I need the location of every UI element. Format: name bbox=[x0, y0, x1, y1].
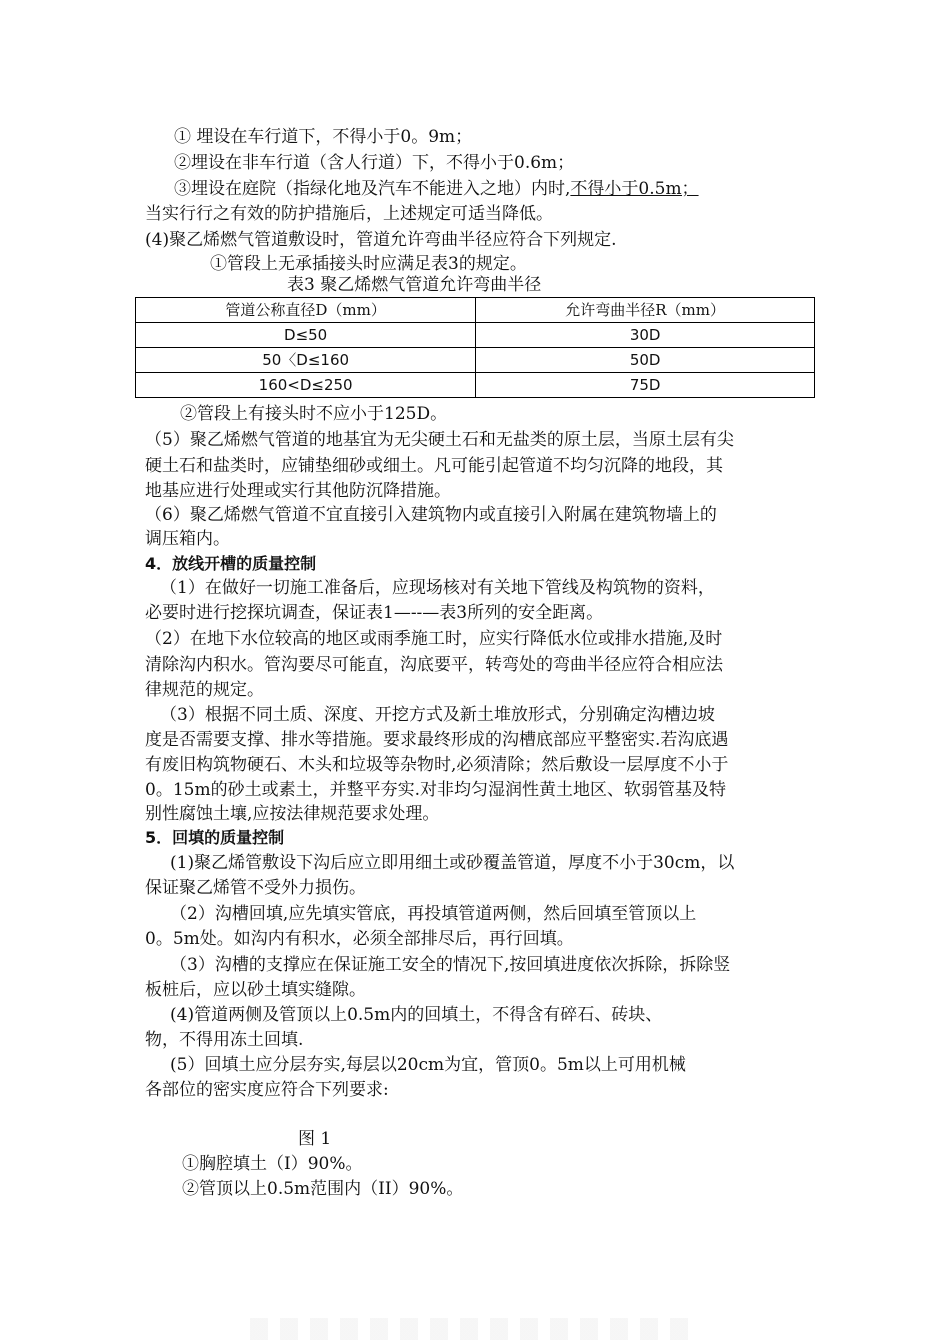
text-line bbox=[180, 402, 447, 426]
table-header-radius: 允许弯曲半径R（mm） bbox=[476, 298, 815, 323]
text-line bbox=[174, 151, 574, 175]
line-text: 硬土石和盐类时，应铺垫细砂或细土。凡可能引起管道不均匀沉降的地段，其 bbox=[145, 456, 723, 476]
line-text: 图 1 bbox=[298, 1129, 332, 1149]
text-line bbox=[145, 653, 723, 677]
line-text: ②管顶以上0.5m范围内（II）90%。 bbox=[182, 1179, 464, 1199]
table-cell-radius: 75D bbox=[476, 373, 815, 398]
section-heading bbox=[145, 826, 284, 850]
bend-radius-table bbox=[135, 297, 815, 398]
line-text: （5）聚乙烯燃气管道的地基宜为无尖硬土石和无盐类的原土层，当原土层有尖 bbox=[145, 430, 734, 450]
text-line bbox=[170, 851, 734, 875]
text-line bbox=[145, 678, 264, 702]
text-line bbox=[145, 1078, 389, 1102]
line-text: 板桩后，应以砂土填实缝隙。 bbox=[145, 980, 366, 1000]
line-text: (4)聚乙烯燃气管道敷设时，管道允许弯曲半径应符合下列规定. bbox=[145, 230, 617, 250]
line-text: 调压箱内。 bbox=[145, 529, 230, 549]
line-text: 别性腐蚀土壤,应按法律规范要求处理。 bbox=[145, 804, 440, 824]
text-line bbox=[145, 728, 728, 752]
table-row bbox=[136, 348, 815, 373]
text-line bbox=[170, 953, 730, 977]
line-text: (5）回填土应分层夯实,每层以20cm为宜，管顶0。5m以上可用机械 bbox=[170, 1055, 686, 1075]
line-text: 度是否需要支撑、排水等措施。要求最终形成的沟槽底部应平整密实.若沟底遇 bbox=[145, 730, 729, 750]
text-line bbox=[145, 428, 734, 452]
table-cell-diameter: D≤50 bbox=[136, 323, 476, 348]
table-cell-diameter: 50〈D≤160 bbox=[136, 348, 476, 373]
line-text: (4)管道两侧及管顶以上0.5m内的回填土，不得含有碎石、砖块、 bbox=[170, 1005, 663, 1025]
text-line bbox=[170, 902, 696, 926]
section-heading bbox=[145, 552, 316, 576]
line-text: (1)聚乙烯管敷设下沟后应立即用细土或砂覆盖管道，厚度不小于30cm，以 bbox=[170, 853, 735, 873]
text-line bbox=[145, 479, 451, 503]
text-line bbox=[182, 1177, 463, 1201]
text-line bbox=[170, 1053, 686, 1077]
line-text: （1）在做好一切施工准备后，应现场核对有关地下管线及构筑物的资料， bbox=[160, 578, 715, 598]
line-text: 物，不得用冻土回填. bbox=[145, 1030, 304, 1050]
text-line bbox=[182, 1152, 363, 1176]
text-line bbox=[174, 125, 472, 149]
line-text: 有废旧构筑物硬石、木头和垃圾等杂物时,必须清除；然后敷设一层厚度不小于 bbox=[145, 755, 729, 775]
line-text: 0。15m的砂土或素土，并整平夯实.对非均匀湿润性黄土地区、软弱管基及特 bbox=[145, 780, 726, 800]
table-row bbox=[136, 373, 815, 398]
line-text: 0。5m处。如沟内有积水，必须全部排尽后，再行回填。 bbox=[145, 929, 574, 949]
text-line bbox=[145, 1028, 303, 1052]
text-line bbox=[160, 576, 715, 600]
faint-watermark bbox=[250, 1318, 700, 1340]
text-line bbox=[145, 527, 230, 551]
text-line bbox=[298, 1127, 331, 1151]
table-cell-radius: 50D bbox=[476, 348, 815, 373]
line-text: （3）根据不同土质、深度、开挖方式及新土堆放形式，分别确定沟槽边坡 bbox=[160, 705, 715, 725]
line-text: 地基应进行处理或实行其他防沉降措施。 bbox=[145, 481, 451, 501]
text-line bbox=[145, 627, 722, 651]
line-text: （3）沟槽的支撑应在保证施工安全的情况下,按回填进度依次拆除，拆除竖 bbox=[170, 955, 731, 975]
text-line bbox=[160, 703, 715, 727]
line-text: 保证聚乙烯管不受外力损伤。 bbox=[145, 878, 366, 898]
table-row bbox=[136, 323, 815, 348]
line-text: ①胸腔填土（I）90%。 bbox=[182, 1154, 363, 1174]
text-line bbox=[174, 177, 699, 201]
line-text: 清除沟内积水。管沟要尽可能直，沟底要平，转弯处的弯曲半径应符合相应法 bbox=[145, 655, 723, 675]
line-text: ③埋设在庭院（指绿化地及汽车不能进入之地）内时, bbox=[174, 179, 571, 199]
line-text: （2）沟槽回填,应先填实管底，再投填管道两侧，然后回填至管顶以上 bbox=[170, 904, 697, 924]
text-line bbox=[170, 1003, 662, 1027]
text-line bbox=[145, 978, 366, 1002]
text-line bbox=[145, 778, 726, 802]
text-line bbox=[145, 927, 574, 951]
table-cell-diameter: 160<D≤250 bbox=[136, 373, 476, 398]
line-text: ②埋设在非车行道（含人行道）下，不得小于0.6m； bbox=[174, 153, 575, 173]
text-line bbox=[145, 503, 717, 527]
text-line bbox=[145, 802, 439, 826]
text-line bbox=[145, 876, 366, 900]
line-text: 4．放线开槽的质量控制 bbox=[145, 554, 317, 573]
text-line bbox=[145, 753, 728, 777]
table-cell-radius: 30D bbox=[476, 323, 815, 348]
text-line bbox=[145, 454, 723, 478]
table-header-row bbox=[136, 298, 815, 323]
table-caption: 表3 聚乙烯燃气管道允许弯曲半径 bbox=[287, 275, 542, 295]
line-text: 必要时进行挖探坑调查，保证表1—--—表3所列的安全距离。 bbox=[145, 603, 604, 623]
line-text: （2）在地下水位较高的地区或雨季施工时，应实行降低水位或排水措施,及时 bbox=[145, 629, 723, 649]
text-line bbox=[145, 202, 553, 226]
text-line bbox=[145, 228, 616, 252]
line-text: ②管段上有接头时不应小于125D。 bbox=[180, 404, 448, 424]
line-text: 当实行行之有效的防护措施后，上述规定可适当降低。 bbox=[145, 204, 553, 224]
text-line bbox=[145, 601, 603, 625]
table-header-diameter: 管道公称直径D（mm） bbox=[136, 298, 476, 323]
line-text: （6）聚乙烯燃气管道不宜直接引入建筑物内或直接引入附属在建筑物墙上的 bbox=[145, 505, 717, 525]
line-text: 律规范的规定。 bbox=[145, 680, 264, 700]
line-text: ①管段上无承插接头时应满足表3的规定。 bbox=[210, 254, 527, 274]
line-text: ① 埋设在车行道下，不得小于0。9m； bbox=[174, 127, 473, 147]
line-text: 5．回填的质量控制 bbox=[145, 828, 285, 847]
underlined-text: 不得小于0.5m； bbox=[570, 179, 699, 199]
line-text: 各部位的密实度应符合下列要求: bbox=[145, 1080, 389, 1100]
